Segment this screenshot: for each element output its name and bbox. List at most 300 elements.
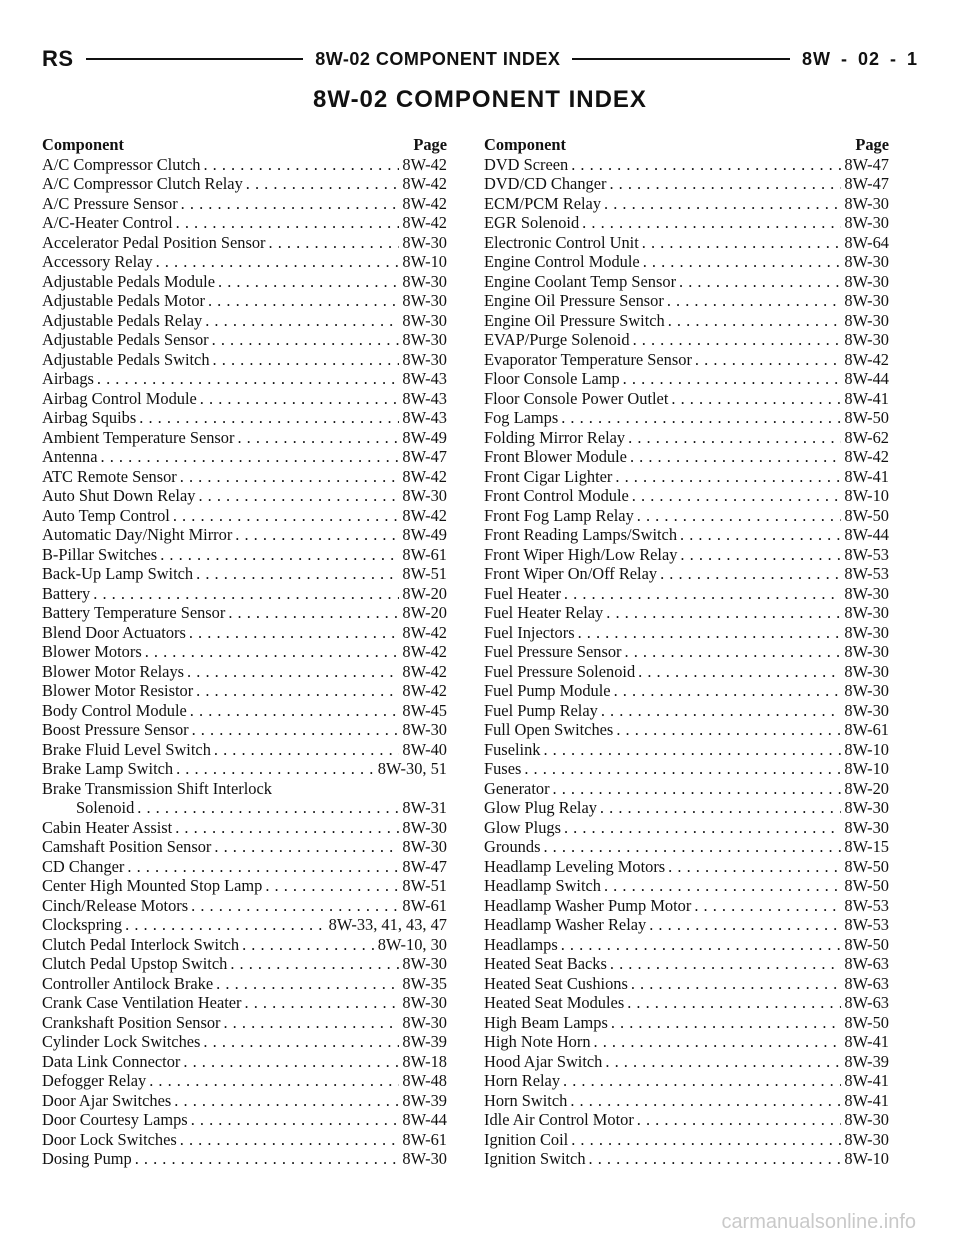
entry-component-name: Engine Oil Pressure Switch bbox=[484, 310, 665, 330]
entry-page-ref: 8W-31 bbox=[402, 798, 447, 817]
entry-component-name: Adjustable Pedals Relay bbox=[42, 310, 203, 330]
entry-component-name: DVD/CD Changer bbox=[484, 174, 607, 193]
dot-leader bbox=[93, 584, 399, 604]
dot-leader bbox=[176, 213, 400, 233]
dot-leader bbox=[578, 623, 842, 643]
entry-component-name: Generator bbox=[484, 778, 550, 798]
index-entry bbox=[484, 311, 889, 331]
entry-component-name: Fuses bbox=[484, 759, 522, 778]
entry-component-name: Cinch/Release Motors bbox=[42, 895, 189, 915]
entry-component-name: Fuel Pump Relay bbox=[484, 700, 598, 720]
entry-component-name: Airbag Control Module bbox=[42, 388, 197, 408]
header-title: 8W-02 COMPONENT INDEX bbox=[315, 48, 561, 69]
entry-component-name: Accessory Relay bbox=[42, 252, 153, 271]
dot-leader bbox=[561, 935, 842, 955]
index-entry bbox=[484, 740, 889, 760]
entry-page-ref: 8W-61 bbox=[402, 1129, 447, 1149]
dot-leader bbox=[173, 506, 400, 526]
index-entry bbox=[484, 818, 889, 838]
entry-page-ref: 8W-42 bbox=[402, 622, 447, 642]
entry-component-name: Camshaft Position Sensor bbox=[42, 837, 212, 856]
dot-leader bbox=[139, 408, 399, 428]
entry-page-ref: 8W-39 bbox=[402, 1090, 447, 1110]
entry-component-name: Engine Control Module bbox=[484, 252, 640, 271]
index-entry bbox=[42, 194, 447, 214]
index-entries-left bbox=[42, 155, 447, 1169]
entry-component-name: Ignition Switch bbox=[484, 1149, 586, 1168]
entry-page-ref: 8W-30 bbox=[844, 310, 889, 330]
entry-page-ref: 8W-44 bbox=[844, 369, 889, 388]
dot-leader bbox=[571, 155, 841, 175]
index-entry bbox=[42, 857, 447, 877]
index-entry bbox=[42, 350, 447, 370]
dot-leader bbox=[643, 252, 842, 272]
entry-page-ref: 8W-30 bbox=[844, 213, 889, 232]
dot-leader bbox=[269, 233, 400, 253]
dot-leader bbox=[235, 525, 399, 545]
index-entry bbox=[484, 233, 889, 253]
entry-page-ref: 8W-63 bbox=[844, 954, 889, 973]
dot-leader bbox=[563, 1071, 841, 1091]
entry-component-name: Headlamp Washer Pump Motor bbox=[484, 895, 692, 915]
entry-page-ref: 8W-20 bbox=[402, 583, 447, 603]
entry-page-ref: 8W-30 bbox=[402, 486, 447, 505]
entry-component-name: EGR Solenoid bbox=[484, 213, 580, 232]
entry-page-ref: 8W-20 bbox=[844, 778, 889, 798]
index-entry bbox=[484, 623, 889, 643]
index-entry bbox=[484, 993, 889, 1013]
entry-page-ref: 8W-42 bbox=[402, 213, 447, 232]
entry-page-ref: 8W-30 bbox=[844, 798, 889, 817]
dot-leader bbox=[668, 311, 842, 331]
dot-leader bbox=[245, 993, 400, 1013]
entry-component-name: Heated Seat Modules bbox=[484, 993, 625, 1012]
dot-leader bbox=[149, 1071, 399, 1091]
entry-page-ref: 8W-30 bbox=[402, 349, 447, 369]
watermark: carmanualsonline.info bbox=[721, 1211, 916, 1233]
dot-leader bbox=[571, 1130, 841, 1150]
dot-leader bbox=[671, 389, 841, 409]
index-entry bbox=[42, 1032, 447, 1052]
index-entry bbox=[484, 720, 889, 740]
entry-component-name: Headlamp Switch bbox=[484, 876, 601, 895]
entry-component-name: Clutch Pedal Interlock Switch bbox=[42, 934, 240, 954]
entry-component-name: Horn Relay bbox=[484, 1071, 561, 1090]
dot-leader bbox=[606, 603, 841, 623]
header-page-number: 8W - 02 - 1 bbox=[801, 48, 919, 69]
entry-component-name: Crankshaft Position Sensor bbox=[42, 1012, 221, 1032]
entry-component-name: Back-Up Lamp Switch bbox=[42, 564, 194, 583]
index-column-right bbox=[484, 135, 889, 1169]
entry-component-name: Ignition Coil bbox=[484, 1129, 569, 1149]
index-entries-right bbox=[484, 155, 889, 1169]
entry-page-ref: 8W-61 bbox=[844, 720, 889, 739]
header-rule-right bbox=[572, 58, 790, 60]
entry-page-ref: 8W-42 bbox=[402, 154, 447, 174]
index-entry bbox=[484, 896, 889, 916]
entry-page-ref: 8W-61 bbox=[402, 544, 447, 564]
entry-page-ref: 8W-30 bbox=[844, 291, 889, 310]
index-entry bbox=[484, 798, 889, 818]
entry-page-ref: 8W-30 bbox=[844, 583, 889, 603]
index-entry bbox=[484, 447, 889, 467]
dot-leader bbox=[561, 408, 841, 428]
dot-leader bbox=[246, 174, 400, 194]
entry-page-ref: 8W-42 bbox=[844, 447, 889, 466]
entry-component-name: Glow Plug Relay bbox=[484, 798, 597, 817]
entry-component-name: Airbag Squibs bbox=[42, 408, 137, 427]
dot-leader bbox=[570, 1091, 841, 1111]
entry-page-ref: 8W-30 bbox=[844, 252, 889, 271]
entry-component-name: Solenoid bbox=[76, 798, 135, 817]
entry-page-ref: 8W-47 bbox=[844, 154, 889, 174]
entry-component-name: Airbags bbox=[42, 369, 94, 388]
entry-component-name: High Note Horn bbox=[484, 1032, 591, 1051]
entry-page-ref: 8W-30 bbox=[844, 271, 889, 291]
entry-component-name: EVAP/Purge Solenoid bbox=[484, 330, 630, 349]
dot-leader bbox=[642, 233, 842, 253]
entry-component-name: A/C-Heater Control bbox=[42, 213, 173, 232]
dot-leader bbox=[695, 350, 841, 370]
index-entry bbox=[484, 213, 889, 233]
entry-component-name: CD Changer bbox=[42, 856, 125, 876]
entry-component-name: Data Link Connector bbox=[42, 1051, 181, 1071]
dot-leader bbox=[213, 350, 400, 370]
index-entry bbox=[42, 252, 447, 272]
index-entry bbox=[42, 915, 447, 935]
index-entry bbox=[484, 584, 889, 604]
entry-component-name: Front Cigar Lighter bbox=[484, 466, 613, 486]
entry-page-ref: 8W-30 bbox=[844, 622, 889, 642]
index-entry bbox=[42, 272, 447, 292]
entry-page-ref: 8W-44 bbox=[844, 525, 889, 544]
index-entry bbox=[42, 974, 447, 994]
entry-page-ref: 8W-35 bbox=[402, 973, 447, 993]
dot-leader bbox=[187, 662, 399, 682]
index-entry bbox=[42, 681, 447, 701]
dot-leader bbox=[191, 896, 399, 916]
entry-component-name: Heated Seat Backs bbox=[484, 954, 607, 973]
entry-component-name: Fuselink bbox=[484, 739, 541, 759]
index-entry bbox=[42, 369, 447, 389]
dot-leader bbox=[196, 564, 399, 584]
entry-component-name: Fog Lamps bbox=[484, 408, 559, 427]
entry-page-ref: 8W-30 bbox=[844, 661, 889, 681]
dot-leader bbox=[667, 291, 842, 311]
index-entry bbox=[42, 818, 447, 838]
index-entry bbox=[42, 233, 447, 253]
entry-page-ref: 8W-39 bbox=[844, 1051, 889, 1071]
dot-leader bbox=[582, 213, 841, 233]
entry-component-name: Blower Motor Relays bbox=[42, 661, 185, 681]
entry-page-ref: 8W-47 bbox=[402, 856, 447, 876]
entry-page-ref: 8W-53 bbox=[844, 895, 889, 915]
entry-page-ref: 8W-49 bbox=[402, 525, 447, 544]
entry-component-name: DVD Screen bbox=[484, 154, 569, 174]
entry-page-ref: 8W-10 bbox=[844, 739, 889, 759]
index-entry bbox=[42, 993, 447, 1013]
dot-leader bbox=[649, 915, 841, 935]
index-entry bbox=[484, 1110, 889, 1130]
dot-leader bbox=[564, 584, 841, 604]
entry-component-name: Adjustable Pedals Motor bbox=[42, 291, 205, 310]
entry-page-ref: 8W-30 bbox=[402, 837, 447, 856]
dot-leader bbox=[623, 369, 842, 389]
dot-leader bbox=[680, 525, 841, 545]
index-entry bbox=[42, 447, 447, 467]
entry-component-name: Door Courtesy Lamps bbox=[42, 1110, 188, 1129]
dot-leader bbox=[208, 291, 399, 311]
dot-leader bbox=[203, 155, 399, 175]
entry-page-ref: 8W-61 bbox=[402, 895, 447, 915]
entry-page-ref: 8W-53 bbox=[844, 915, 889, 934]
entry-page-ref: 8W-53 bbox=[844, 544, 889, 564]
dot-leader bbox=[637, 1110, 842, 1130]
dot-leader bbox=[668, 857, 841, 877]
index-entry bbox=[484, 915, 889, 935]
index-entry bbox=[484, 974, 889, 994]
entry-component-name: Electronic Control Unit bbox=[484, 232, 639, 252]
column-header-component: Component bbox=[42, 135, 124, 154]
entry-page-ref: 8W-53 bbox=[844, 564, 889, 583]
entry-component-name: Brake Lamp Switch bbox=[42, 759, 174, 778]
entry-component-name: Blend Door Actuators bbox=[42, 622, 186, 642]
index-entry bbox=[42, 428, 447, 448]
index-entry bbox=[42, 662, 447, 682]
entry-component-name: Accelerator Pedal Position Sensor bbox=[42, 232, 266, 252]
index-entry bbox=[484, 642, 889, 662]
entry-page-ref: 8W-42 bbox=[402, 193, 447, 213]
index-entry bbox=[484, 564, 889, 584]
entry-page-ref: 8W-62 bbox=[844, 427, 889, 447]
index-entry bbox=[42, 837, 447, 857]
entry-page-ref: 8W-30 bbox=[844, 1110, 889, 1129]
dot-leader bbox=[228, 603, 399, 623]
entry-page-ref: 8W-41 bbox=[844, 1032, 889, 1051]
entry-page-ref: 8W-30 bbox=[402, 1149, 447, 1168]
index-entry bbox=[484, 506, 889, 526]
dot-leader bbox=[628, 428, 841, 448]
index-entry bbox=[484, 194, 889, 214]
dot-leader bbox=[616, 720, 841, 740]
index-entry bbox=[484, 408, 889, 428]
entry-component-name: Controller Antilock Brake bbox=[42, 973, 214, 993]
dot-leader bbox=[614, 681, 842, 701]
index-entry bbox=[42, 545, 447, 565]
entry-component-name: Blower Motor Resistor bbox=[42, 681, 194, 700]
dot-leader bbox=[679, 272, 841, 292]
entry-page-ref: 8W-39 bbox=[402, 1032, 447, 1051]
page-title: 8W-02 COMPONENT INDEX bbox=[313, 86, 647, 113]
index-entry bbox=[42, 935, 447, 955]
entry-page-ref: 8W-50 bbox=[844, 408, 889, 427]
entry-page-ref: 8W-20 bbox=[402, 603, 447, 622]
entry-page-ref: 8W-50 bbox=[844, 1012, 889, 1032]
column-header-component: Component bbox=[484, 135, 566, 154]
index-entry bbox=[42, 798, 447, 818]
index-entry bbox=[484, 779, 889, 799]
entry-component-name: Brake Fluid Level Switch bbox=[42, 739, 211, 759]
dot-leader bbox=[615, 467, 841, 487]
entry-component-name: Crank Case Ventilation Heater bbox=[42, 993, 242, 1012]
index-entry bbox=[42, 525, 447, 545]
entry-component-name: Hood Ajar Switch bbox=[484, 1051, 603, 1071]
dot-leader bbox=[223, 1013, 399, 1033]
index-entry bbox=[42, 506, 447, 526]
dot-leader bbox=[604, 876, 841, 896]
entry-page-ref: 8W-41 bbox=[844, 1071, 889, 1090]
index-entry bbox=[42, 642, 447, 662]
entry-page-ref: 8W-49 bbox=[402, 427, 447, 447]
entry-component-name: Ambient Temperature Sensor bbox=[42, 427, 235, 447]
dot-leader bbox=[191, 1110, 400, 1130]
dot-leader bbox=[180, 1130, 400, 1150]
entry-page-ref: 8W-43 bbox=[402, 408, 447, 427]
entry-page-ref: 8W-30 bbox=[402, 1012, 447, 1032]
dot-leader bbox=[694, 896, 841, 916]
index-entry bbox=[42, 720, 447, 740]
dot-leader bbox=[604, 194, 841, 214]
dot-leader bbox=[180, 467, 400, 487]
index-entry bbox=[42, 603, 447, 623]
dot-leader bbox=[145, 642, 400, 662]
entry-component-name: Clutch Pedal Upstop Switch bbox=[42, 954, 228, 973]
dot-leader bbox=[218, 272, 399, 292]
dot-leader bbox=[605, 1052, 841, 1072]
entry-component-name: Idle Air Control Motor bbox=[484, 1110, 634, 1129]
index-entry bbox=[42, 174, 447, 194]
index-entry bbox=[484, 603, 889, 623]
entry-component-name: Dosing Pump bbox=[42, 1149, 132, 1168]
entry-page-ref: 8W-18 bbox=[402, 1051, 447, 1071]
entry-page-ref: 8W-10 bbox=[844, 1149, 889, 1168]
entry-page-ref: 8W-41 bbox=[844, 466, 889, 486]
index-entry bbox=[42, 1013, 447, 1033]
index-entry bbox=[484, 486, 889, 506]
index-column-left bbox=[42, 135, 447, 1169]
index-entry bbox=[42, 701, 447, 721]
index-entry bbox=[484, 1149, 889, 1169]
dot-leader bbox=[190, 701, 400, 721]
entry-page-ref: 8W-41 bbox=[844, 388, 889, 408]
entry-component-name: Front Fog Lamp Relay bbox=[484, 505, 634, 525]
dot-leader bbox=[524, 759, 841, 779]
index-entry bbox=[484, 954, 889, 974]
index-entry bbox=[484, 389, 889, 409]
dot-leader bbox=[625, 642, 842, 662]
index-entry bbox=[484, 876, 889, 896]
entry-component-name: Front Reading Lamps/Switch bbox=[484, 525, 678, 544]
entry-page-ref: 8W-42 bbox=[402, 642, 447, 661]
entry-component-name: Fuel Pressure Sensor bbox=[484, 642, 622, 661]
index-entry bbox=[42, 213, 447, 233]
index-entry bbox=[484, 837, 889, 857]
dot-leader bbox=[127, 857, 399, 877]
dot-leader bbox=[601, 701, 842, 721]
index-entry bbox=[484, 525, 889, 545]
entry-page-ref: 8W-30 bbox=[402, 291, 447, 310]
header-rule-left bbox=[86, 58, 304, 60]
dot-leader bbox=[174, 1091, 399, 1111]
entry-page-ref: 8W-30 bbox=[402, 232, 447, 252]
entry-component-name: Glow Plugs bbox=[484, 817, 561, 837]
index-entry bbox=[42, 954, 447, 974]
entry-page-ref: 8W-30 bbox=[402, 954, 447, 973]
column-header-page: Page bbox=[855, 135, 889, 154]
index-entry bbox=[484, 174, 889, 194]
entry-page-ref: 8W-10 bbox=[844, 486, 889, 505]
index-entry bbox=[42, 1091, 447, 1111]
dot-leader bbox=[205, 311, 399, 331]
entry-component-name: Horn Switch bbox=[484, 1090, 568, 1110]
dot-leader bbox=[632, 486, 842, 506]
column-header-page: Page bbox=[413, 135, 447, 154]
entry-component-name: Body Control Module bbox=[42, 700, 187, 720]
dot-leader bbox=[192, 720, 400, 740]
entry-page-ref: 8W-30 bbox=[844, 817, 889, 837]
entry-page-ref: 8W-10, 30 bbox=[377, 934, 447, 954]
entry-page-ref: 8W-30 bbox=[402, 271, 447, 291]
entry-component-name: Evaporator Temperature Sensor bbox=[484, 349, 692, 369]
index-entry bbox=[42, 467, 447, 487]
entry-component-name: Antenna bbox=[42, 447, 98, 466]
dot-leader bbox=[230, 954, 399, 974]
index-entry bbox=[484, 155, 889, 175]
dot-leader bbox=[609, 174, 841, 194]
index-entry bbox=[42, 1071, 447, 1091]
column-header bbox=[484, 135, 889, 155]
dot-leader bbox=[125, 915, 325, 935]
entry-component-name: Cabin Heater Assist bbox=[42, 817, 173, 837]
entry-page-ref: 8W-42 bbox=[844, 349, 889, 369]
entry-page-ref: 8W-47 bbox=[844, 174, 889, 193]
entry-component-name: Automatic Day/Night Mirror bbox=[42, 525, 233, 544]
index-entry bbox=[484, 662, 889, 682]
dot-leader bbox=[265, 876, 399, 896]
entry-page-ref: 8W-42 bbox=[402, 661, 447, 681]
index-entry bbox=[42, 1110, 447, 1130]
index-entry bbox=[484, 428, 889, 448]
entry-component-name: Headlamps bbox=[484, 934, 558, 954]
dot-leader bbox=[97, 369, 399, 389]
dot-leader bbox=[156, 252, 400, 272]
dot-leader bbox=[214, 740, 399, 760]
entry-page-ref: 8W-44 bbox=[402, 1110, 447, 1129]
entry-page-ref: 8W-30 bbox=[844, 642, 889, 661]
index-entry bbox=[42, 408, 447, 428]
index-entry bbox=[42, 1130, 447, 1150]
entry-component-name: Front Blower Module bbox=[484, 447, 627, 466]
dot-leader bbox=[553, 779, 842, 799]
dot-leader bbox=[633, 330, 842, 350]
entry-component-name: Door Ajar Switches bbox=[42, 1090, 172, 1110]
index-entry bbox=[42, 155, 447, 175]
entry-page-ref: 8W-50 bbox=[844, 934, 889, 954]
entry-component-name: A/C Compressor Clutch Relay bbox=[42, 174, 243, 193]
dot-leader bbox=[543, 837, 841, 857]
index-entry bbox=[42, 740, 447, 760]
index-entry bbox=[484, 330, 889, 350]
dot-leader bbox=[101, 447, 400, 467]
entry-component-name: Front Wiper High/Low Relay bbox=[484, 544, 678, 564]
entry-page-ref: 8W-30 bbox=[844, 1129, 889, 1149]
dot-leader bbox=[680, 545, 841, 565]
entry-page-ref: 8W-43 bbox=[402, 369, 447, 388]
entry-page-ref: 8W-43 bbox=[402, 388, 447, 408]
entry-page-ref: 8W-42 bbox=[402, 466, 447, 486]
index-entry bbox=[42, 389, 447, 409]
entry-page-ref: 8W-47 bbox=[402, 447, 447, 466]
